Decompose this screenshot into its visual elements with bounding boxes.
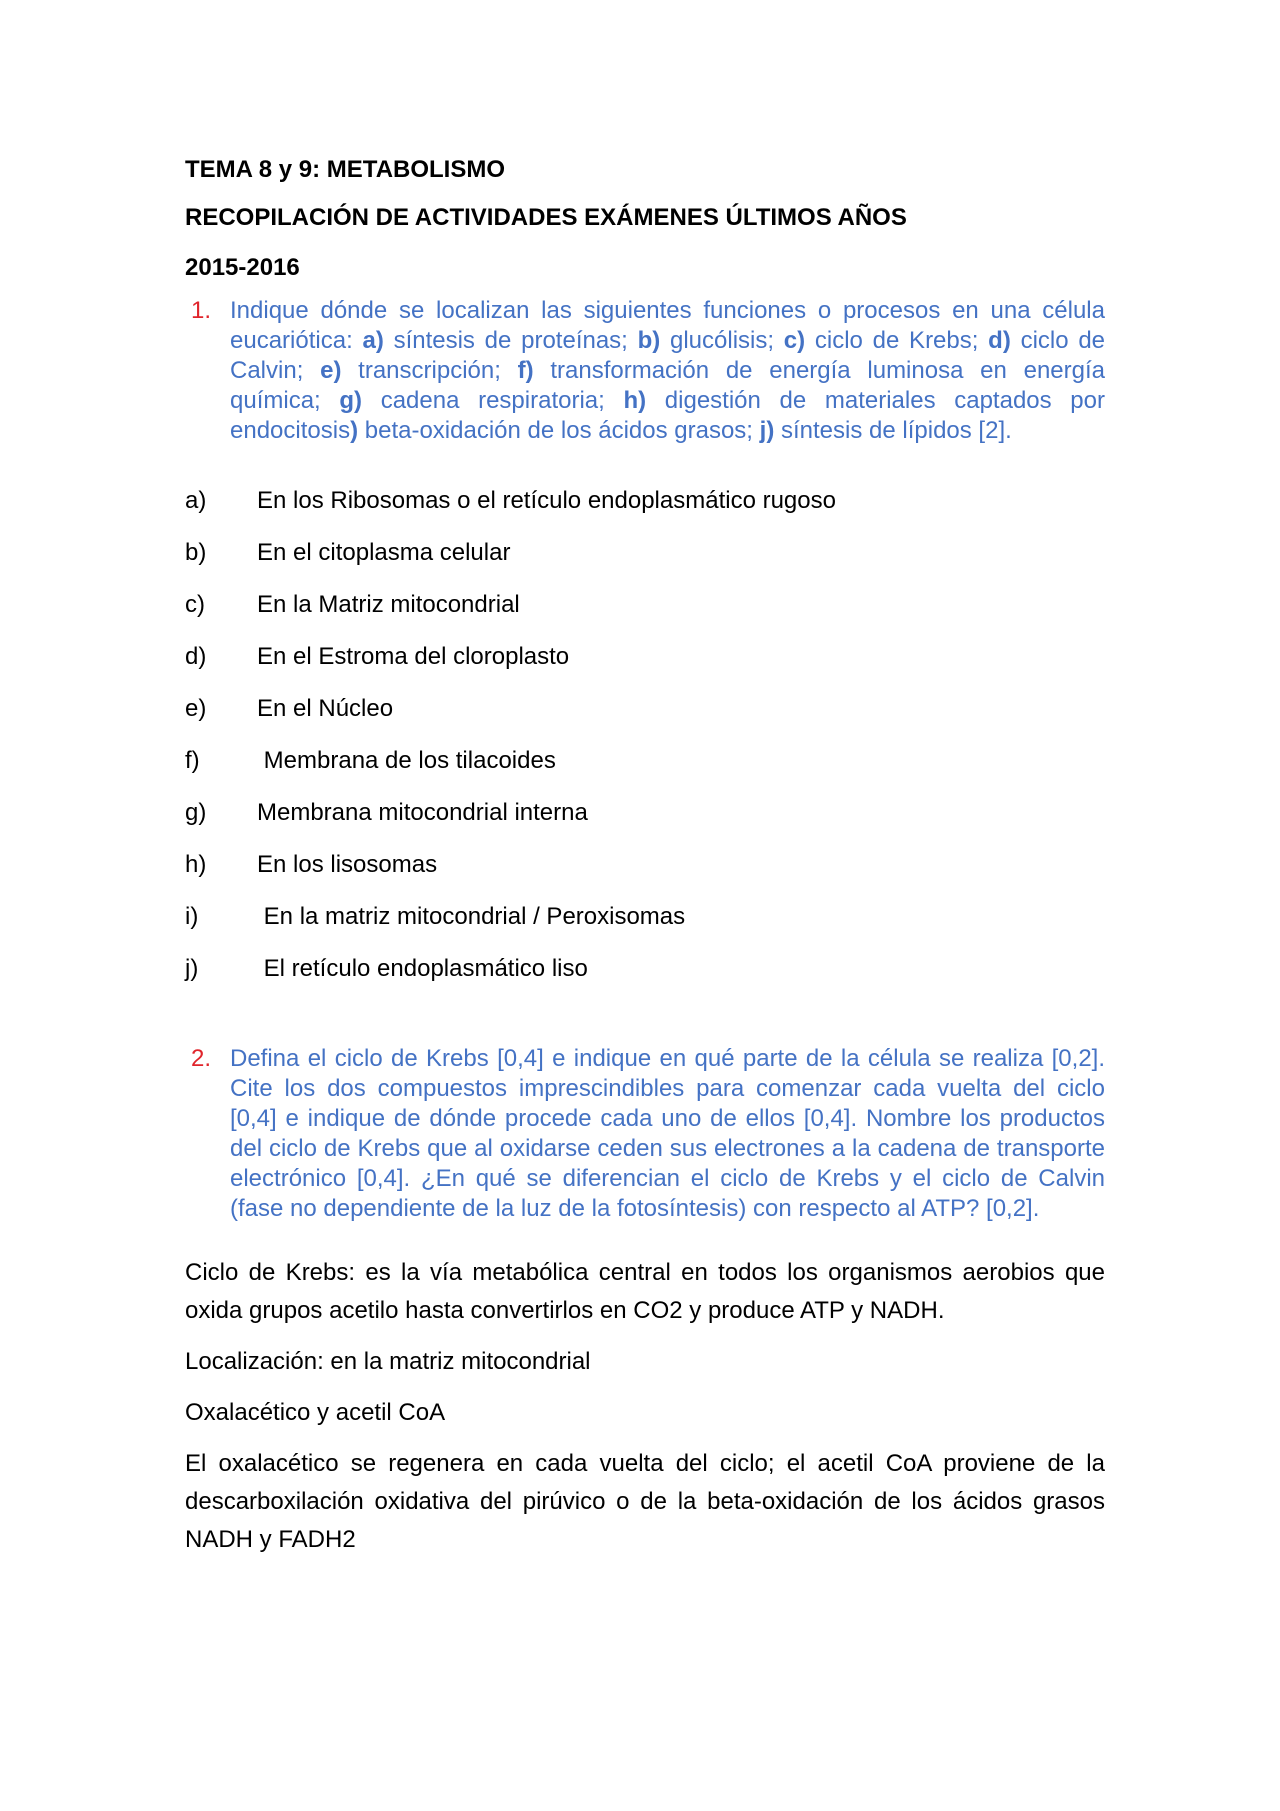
item-letter: b) bbox=[185, 539, 207, 566]
answer-list bbox=[185, 486, 1105, 984]
item-text: Membrana de los tilacoides bbox=[257, 747, 556, 774]
item-letter: i) bbox=[185, 903, 199, 930]
answer-paragraph-origin: El oxalacético se regenera en cada vuelta del ciclo; el acetil CoA proviene de la descarboxilación oxidativa del pirúvico o de la beta-oxidación de los ácidos grasos NADH y FADH2 bbox=[185, 1450, 1105, 1553]
list-item bbox=[185, 642, 1105, 672]
list-item bbox=[185, 902, 1105, 932]
item-letter: e) bbox=[185, 695, 207, 722]
item-text: En el Núcleo bbox=[257, 695, 394, 722]
document-title: TEMA 8 y 9: METABOLISMO bbox=[185, 156, 506, 183]
item-text: En la matriz mitocondrial / Peroxisomas bbox=[257, 903, 686, 930]
document-content bbox=[185, 150, 1105, 1559]
list-item bbox=[185, 538, 1105, 568]
question-2 bbox=[185, 1044, 1105, 1224]
list-item bbox=[185, 746, 1105, 776]
item-text: En los lisosomas bbox=[257, 851, 438, 878]
answer-paragraph-compounds: Oxalacético y acetil CoA bbox=[185, 1399, 446, 1426]
list-item bbox=[185, 486, 1105, 516]
question-1 bbox=[185, 296, 1105, 446]
question-text: Indique dónde se localizan las siguientes funciones o procesos en una célula eucariótica: a) síntesis de proteínas; b) glucólisis; c) ciclo de Krebs; d) ciclo de Calvin; e) transcripción; f) transformación de energía luminosa en energía química; g) cadena respiratoria; h) digestión de materiales captados por endocitosis) beta-oxidación de los ácidos grasos; j) síntesis de lípidos [2]. bbox=[230, 297, 1106, 444]
item-text: En los Ribosomas o el retículo endoplasmático rugoso bbox=[257, 487, 836, 514]
question-text: Defina el ciclo de Krebs [0,4] e indique en qué parte de la célula se realiza [0,2]. Cite los dos compuestos imprescindibles para comenzar cada vuelta del ciclo [0,4] e indique de dónde procede cada uno de ellos [0,4]. Nombre los productos del ciclo de Krebs que al oxidarse ceden sus electrones a la cadena de transporte electrónico [0,4]. ¿En qué se diferencian el ciclo de Krebs y el ciclo de Calvin (fase no dependiente de la luz de la fotosíntesis) con respecto al ATP? [0,2]. bbox=[230, 1045, 1105, 1222]
item-letter: d) bbox=[185, 643, 207, 670]
list-item bbox=[185, 850, 1105, 880]
list-item bbox=[185, 954, 1105, 984]
item-text: El retículo endoplasmático liso bbox=[257, 955, 588, 982]
list-item bbox=[185, 694, 1105, 724]
item-letter: g) bbox=[185, 799, 207, 826]
item-letter: c) bbox=[185, 591, 205, 618]
answer-paragraph-location: Localización: en la matriz mitocondrial bbox=[185, 1348, 591, 1375]
list-item bbox=[185, 798, 1105, 828]
list-item bbox=[185, 590, 1105, 620]
item-text: Membrana mitocondrial interna bbox=[257, 799, 588, 826]
item-letter: f) bbox=[185, 747, 200, 774]
answer-paragraph-definition: Ciclo de Krebs: es la vía metabólica central en todos los organismos aerobios que oxida grupos acetilo hasta convertirlos en CO2 y produce ATP y NADH. bbox=[185, 1259, 1105, 1324]
item-text: En el citoplasma celular bbox=[257, 539, 511, 566]
year-heading: 2015-2016 bbox=[185, 254, 300, 281]
item-text: En la Matriz mitocondrial bbox=[257, 591, 520, 618]
item-letter: a) bbox=[185, 487, 207, 514]
item-letter: j) bbox=[185, 955, 199, 982]
question-number: 1. bbox=[191, 297, 212, 324]
question-number: 2. bbox=[191, 1045, 212, 1072]
item-text: En el Estroma del cloroplasto bbox=[257, 643, 570, 670]
document-subtitle: RECOPILACIÓN DE ACTIVIDADES EXÁMENES ÚLTIMOS AÑOS bbox=[185, 204, 907, 231]
item-letter: h) bbox=[185, 851, 207, 878]
